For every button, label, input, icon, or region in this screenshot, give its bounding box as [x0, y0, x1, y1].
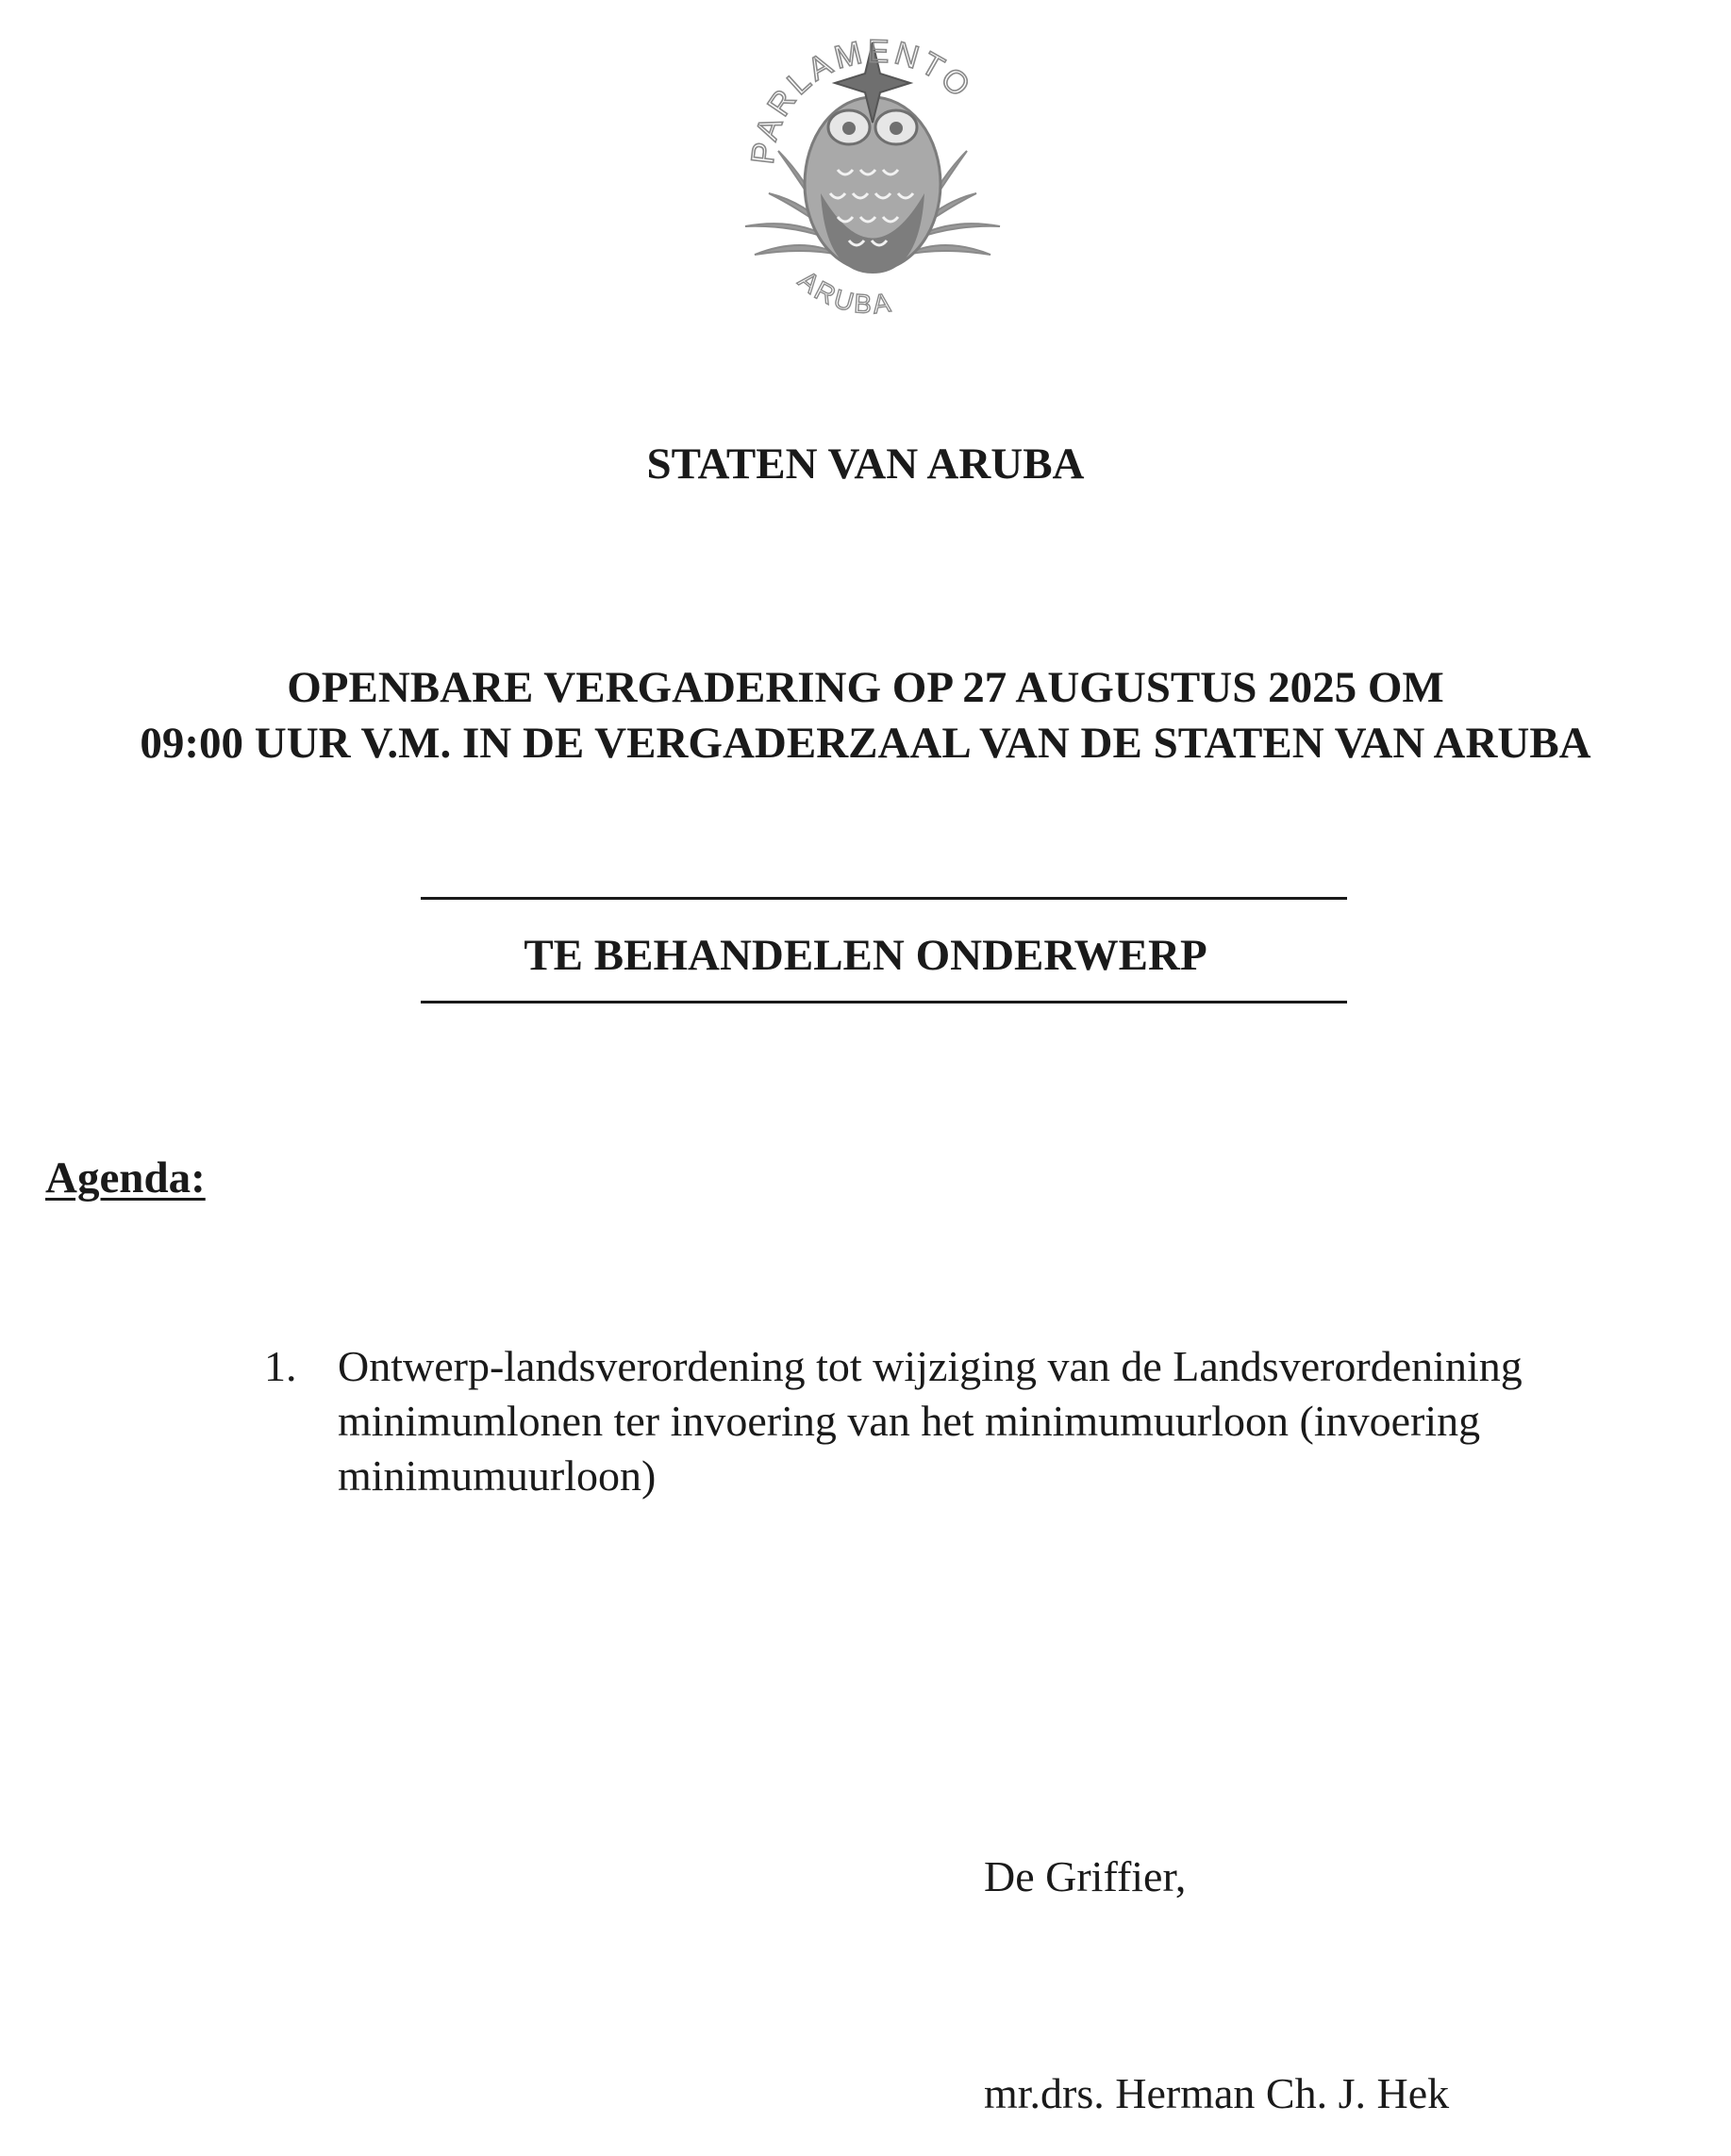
owl-icon — [805, 97, 940, 274]
meeting-announcement — [0, 660, 1731, 771]
parlamento-aruba-logo — [717, 0, 1019, 340]
document-title: STATEN VAN ARUBA — [646, 439, 1085, 489]
svg-text:ARUBA — [793, 265, 895, 319]
logo-arc-bottom-text: ARUBA — [792, 264, 895, 320]
agenda-heading: Agenda: — [45, 1153, 206, 1202]
divider-bottom — [421, 1001, 1347, 1003]
meeting-line-2: 09:00 UUR V.M. IN DE VERGADERZAAL VAN DE STATEN VAN ARUBA — [140, 718, 1591, 768]
agenda-item — [264, 1339, 1641, 1503]
divider-top — [421, 897, 1347, 900]
agenda-item-number: 1. — [264, 1342, 297, 1390]
signature-role: De Griffier, — [984, 1852, 1187, 1900]
logo-arc-top-text: PARLAMENTO — [744, 33, 980, 166]
agenda-list — [264, 1339, 1641, 1503]
agenda-item-text: Ontwerp-landsverordening tot wijziging van de Landsverordenining minimumlonen ter invoering van het minimumuurloon (invoering minimumuurloon) — [338, 1342, 1523, 1500]
signature-name: mr.drs. Herman Ch. J. Hek — [984, 2069, 1450, 2117]
subject-heading: TE BEHANDELEN ONDERWERP — [524, 931, 1207, 980]
meeting-line-1: OPENBARE VERGADERING OP 27 AUGUSTUS 2025 OM — [287, 663, 1444, 712]
